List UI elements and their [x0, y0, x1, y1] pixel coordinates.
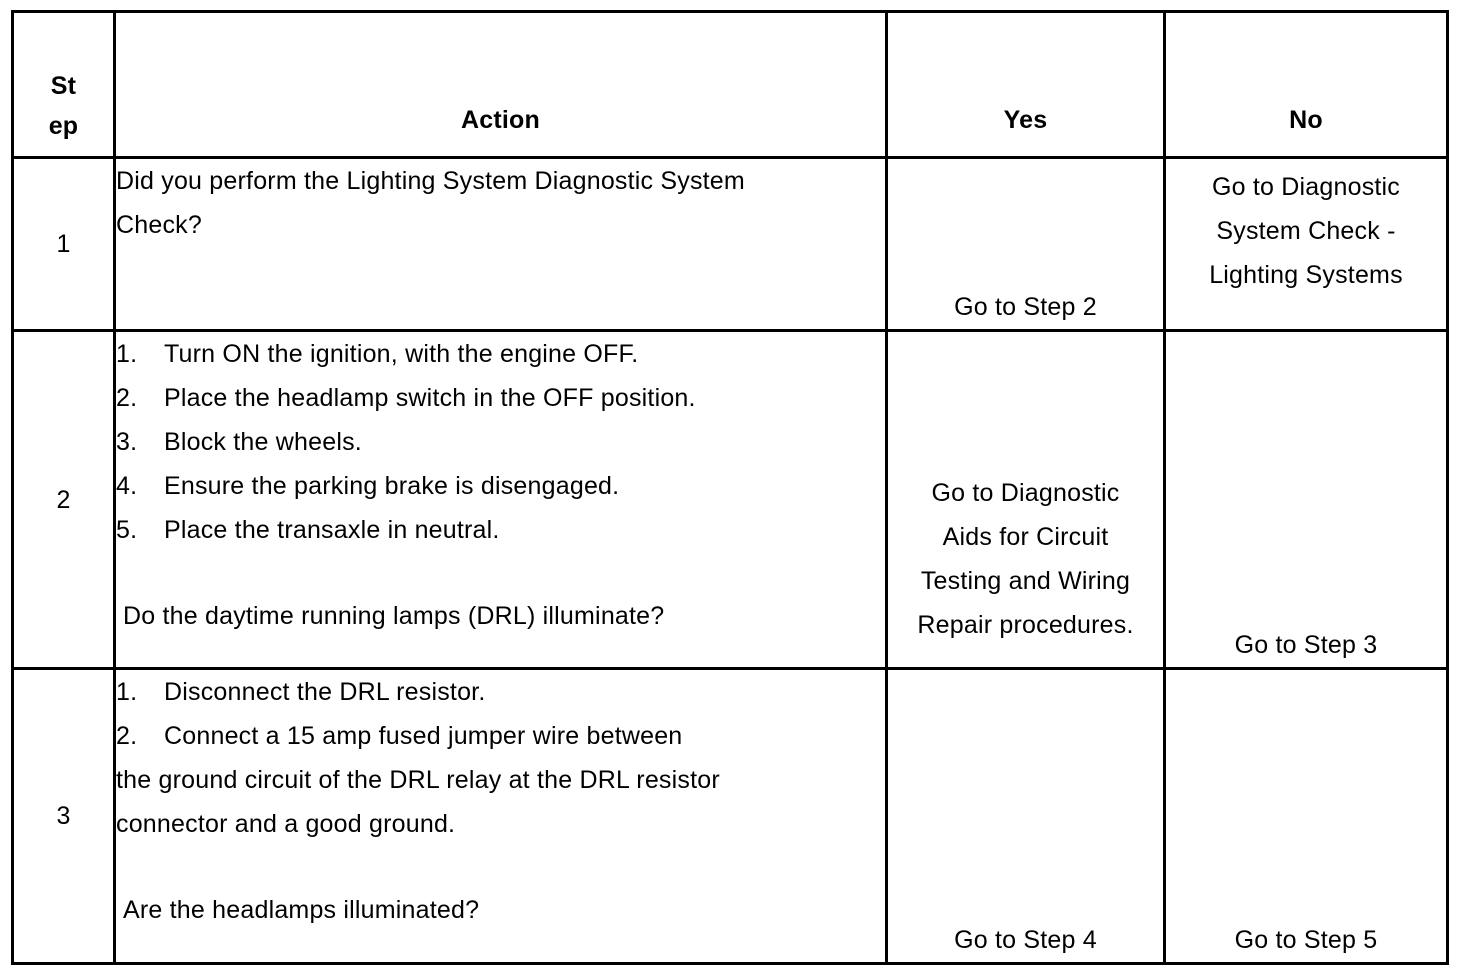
action-question: Are the headlamps illuminated?	[123, 896, 480, 924]
action-steps-list	[116, 332, 885, 552]
no-text-line: System Check -	[1216, 217, 1396, 245]
header-yes: Yes	[887, 12, 1165, 158]
no-text-line: Go to Diagnostic	[1211, 173, 1400, 201]
step-number: 1	[13, 158, 115, 331]
diagnostic-table-container	[11, 10, 1446, 964]
list-item: 2. Place the headlamp switch in the OFF position.	[116, 384, 696, 412]
action-text-line: Check?	[116, 211, 202, 239]
no-cell	[1165, 158, 1448, 331]
yes-text-line: Testing and Wiring	[920, 567, 1131, 595]
action-text-line: the ground circuit of the DRL relay at the DRL resistor	[116, 766, 720, 794]
no-text-line: Lighting Systems	[1209, 261, 1403, 289]
yes-text-line: Repair procedures.	[917, 611, 1134, 639]
table-row	[13, 331, 1448, 669]
header-row	[13, 12, 1448, 158]
action-cell	[115, 669, 887, 964]
action-steps-list	[116, 670, 885, 758]
header-action: Action	[115, 12, 887, 158]
action-cell	[115, 331, 887, 669]
header-step-line1: St	[50, 72, 77, 100]
step-number: 2	[13, 331, 115, 669]
action-text-line: connector and a good ground.	[116, 810, 456, 838]
step-number: 3	[13, 669, 115, 964]
table-row	[13, 669, 1448, 964]
list-item: 2. Connect a 15 amp fused jumper wire between	[116, 722, 683, 750]
no-cell: Go to Step 3	[1165, 331, 1448, 669]
header-step	[13, 12, 115, 158]
action-cell	[115, 158, 887, 331]
diagnostic-table	[11, 10, 1449, 965]
action-text-line: Did you perform the Lighting System Diagnostic System	[116, 167, 745, 195]
list-item: 3. Block the wheels.	[116, 428, 362, 456]
yes-text-line: Go to Diagnostic	[931, 479, 1120, 507]
header-step-line2: ep	[48, 112, 79, 140]
yes-cell: Go to Step 2	[887, 158, 1165, 331]
yes-cell: Go to Step 4	[887, 669, 1165, 964]
list-item: 1. Turn ON the ignition, with the engine OFF.	[116, 340, 639, 368]
header-no: No	[1165, 12, 1448, 158]
list-item: 1. Disconnect the DRL resistor.	[116, 678, 486, 706]
list-item: 5. Place the transaxle in neutral.	[116, 516, 500, 544]
yes-text-line: Aids for Circuit	[942, 523, 1109, 551]
no-cell: Go to Step 5	[1165, 669, 1448, 964]
action-question: Do the daytime running lamps (DRL) illuminate?	[123, 602, 665, 630]
list-item: 4. Ensure the parking brake is disengaged.	[116, 472, 620, 500]
yes-cell	[887, 331, 1165, 669]
table-row	[13, 158, 1448, 331]
